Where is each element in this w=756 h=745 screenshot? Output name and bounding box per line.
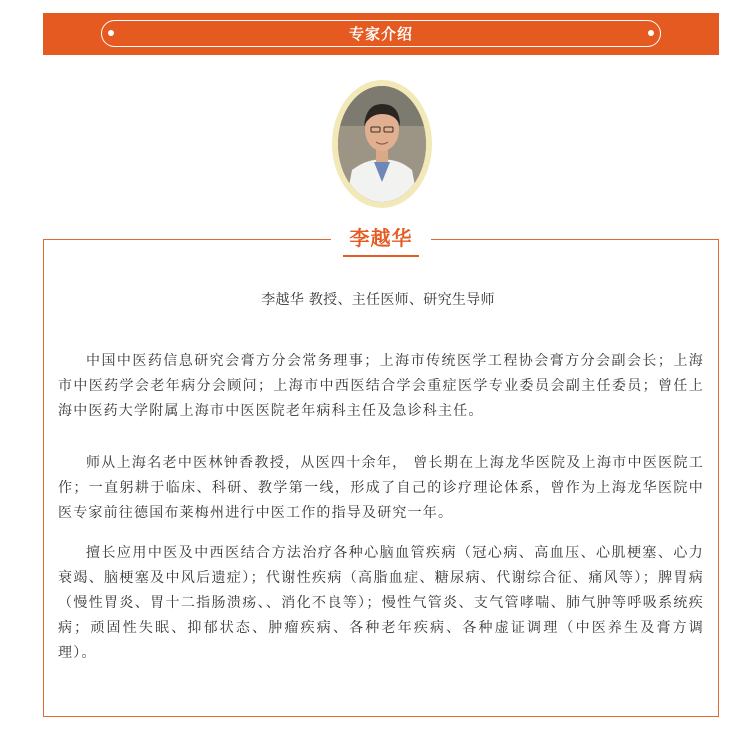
expert-title-line: 李越华 教授、主任医师、研究生导师 [261, 292, 495, 308]
portrait-photo [338, 86, 426, 202]
expert-name: 李越华 [349, 226, 413, 250]
expert-portrait [332, 80, 432, 208]
bio-paragraph-experience: 师从上海名老中医林钟香教授，从医四十余年， 曾长期在上海龙华医院及上海市中医医院工作；一直躬耕于临床、科研、教学第一线，形成了自己的诊疗理论体系，曾作为上海龙华医院中医专家前往德国布莱梅州进行中医工作的指导及研究一年。 [58, 455, 704, 521]
portrait-illustration [338, 86, 426, 202]
section-header-banner [43, 13, 719, 55]
section-title: 专家介绍 [348, 25, 413, 43]
bio-paragraph-positions: 中国中医药信息研究会膏方分会常务理事；上海市传统医学工程协会膏方分会副会长；上海市中医药学会老年病分会顾问；上海市中西医结合学会重症医学专业委员会副主任委员；曾任上海中医药大学附属上海市中医医院老年病科主任及急诊科主任。 [58, 353, 704, 419]
bio-paragraph-specialties: 擅长应用中医及中西医结合方法治疗各种心脑血管疾病（冠心病、高血压、心肌梗塞、心力衰竭、脑梗塞及中风后遗症）；代谢性疾病（高脂血症、糖尿病、代谢综合征、痛风等）；脾胃病（慢性胃炎、胃十二指肠溃疡、、消化不良等）；慢性气管炎、支气管哮喘、肺气肿等呼吸系统疾病；顽固性失眠、抑郁状态、肿瘤疾病、各种老年疾病、各种虚证调理（中医养生及膏方调理）。 [58, 545, 704, 661]
name-underline [343, 255, 419, 257]
expert-name-tab [331, 221, 431, 257]
